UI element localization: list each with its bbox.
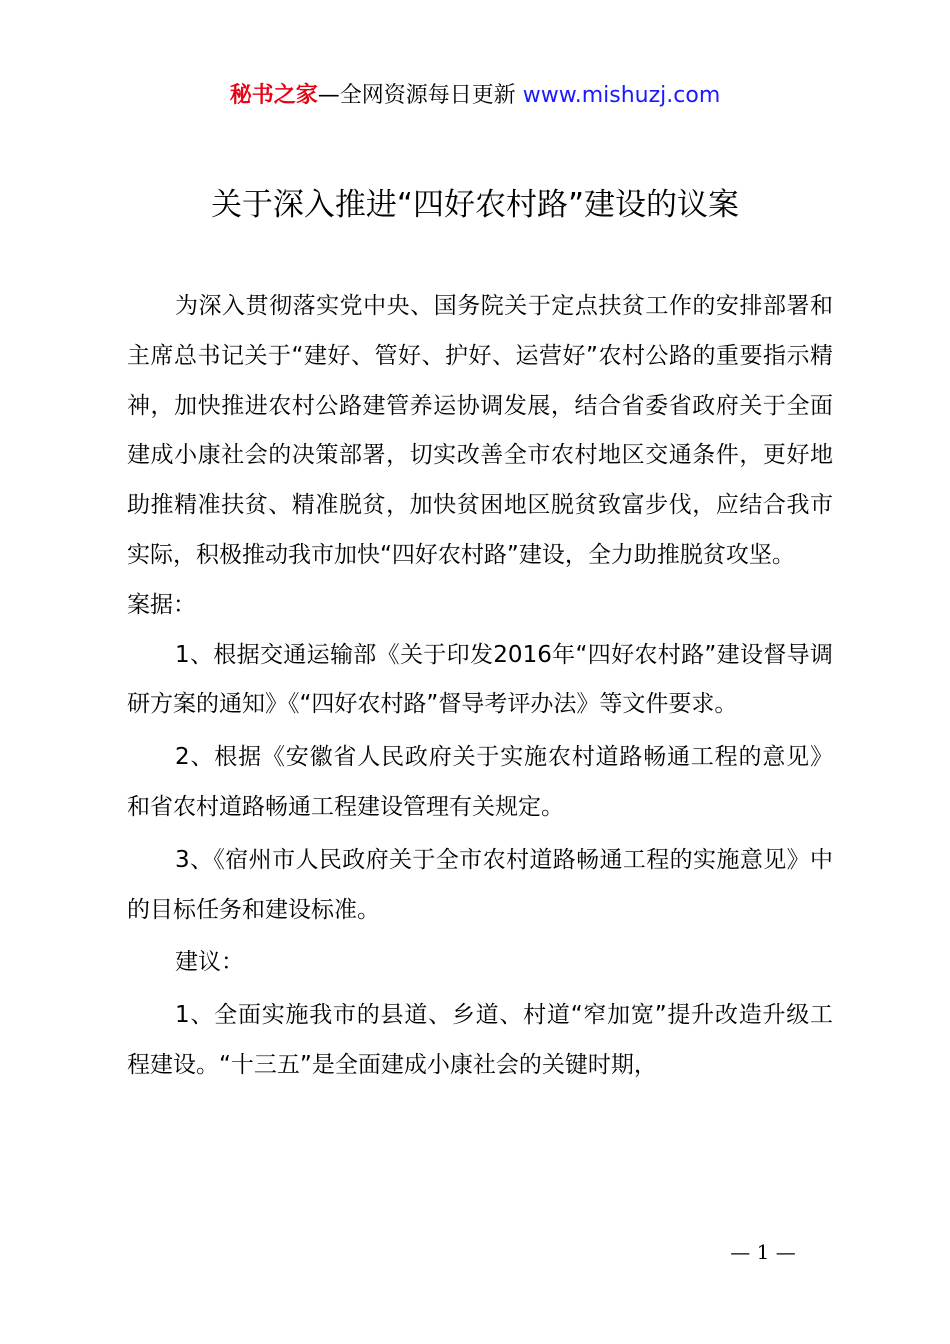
site-header [0,80,950,112]
page-number: — 1 — [730,1240,796,1264]
basis-item-2: 2、根据《安徽省人民政府关于实施农村道路畅通工程的意见》和省农村道路畅通工程建设管理有关规定。 [127,744,833,820]
suggestion-heading: 建议： [175,949,244,976]
suggestion-item-1: 1、全面实施我市的县道、乡道、村道“窄加宽”提升改造升级工程建设。“十三五”是全面建成小康社会的关键时期， [127,1002,833,1078]
basis-item-1: 1、根据交通运输部《关于印发2016年“四好农村路”建设督导调研方案的通知》《“四好农村路”督导考评办法》等文件要求。 [127,641,833,718]
document-body [127,282,833,1091]
header-tagline: —全网资源每日更新 [317,83,523,108]
basis-item-3: 3、《宿州市人民政府关于全市农村道路畅通工程的实施意见》中的目标任务和建设标准。 [127,846,833,923]
basis-heading: 案据： [127,591,196,618]
brand-name: 秘书之家 [229,83,318,108]
site-url-link[interactable]: www.mishuzj.com [522,83,721,108]
intro-paragraph: 为深入贯彻落实党中央、国务院关于定点扶贫工作的安排部署和主席总书记关于“建好、管好、护好、运营好”农村公路的重要指示精神，加快推进农村公路建管养运协调发展，结合省委省政府关于全面建成小康社会的决策部署，切实改善全市农村地区交通条件，更好地助推精准扶贫、精准脱贫，加快贫困地区脱贫致富步伐，应结合我市实际，积极推动我市加快“四好农村路”建设，全力助推脱贫攻坚。 [127,293,833,568]
document-title: 关于深入推进“四好农村路”建设的议案 [210,187,740,223]
